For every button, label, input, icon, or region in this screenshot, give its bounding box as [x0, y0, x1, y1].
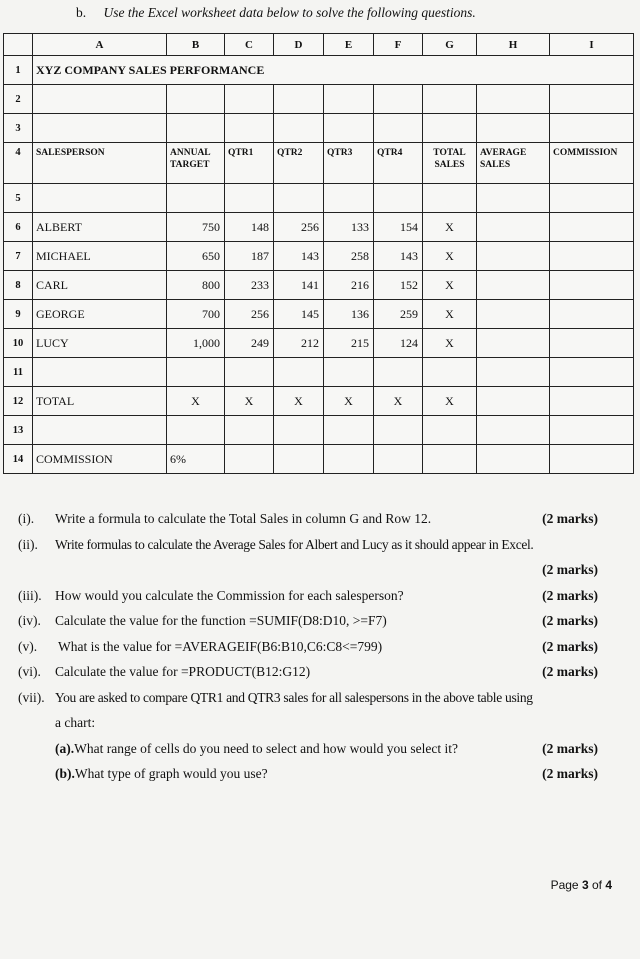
question-number: (i).	[18, 511, 35, 526]
cell	[374, 416, 423, 445]
column-header: A	[33, 34, 167, 56]
row-number: 2	[4, 85, 33, 114]
cell	[33, 85, 167, 114]
question-item	[18, 535, 618, 561]
qtr3-cell: 136	[324, 300, 374, 329]
question-item	[18, 586, 618, 612]
cell	[477, 184, 550, 213]
cell	[374, 358, 423, 387]
cell	[167, 416, 225, 445]
cell	[423, 358, 477, 387]
qtr3-cell: 133	[324, 213, 374, 242]
row-number: 10	[4, 329, 33, 358]
question-number: (iii).	[18, 587, 42, 603]
sheet-row	[4, 416, 634, 445]
salesperson-cell: LUCY	[33, 329, 167, 358]
column-header-row	[4, 34, 634, 56]
row-number: 13	[4, 416, 33, 445]
row-number: 11	[4, 358, 33, 387]
total-g-cell: X	[423, 387, 477, 416]
cell	[225, 416, 274, 445]
sub-question-item	[18, 764, 618, 790]
average-sales-cell	[477, 242, 550, 271]
sub-question-text: What type of graph would you use?	[74, 766, 268, 781]
cell	[550, 114, 634, 143]
sheet-row	[4, 358, 634, 387]
header-qtr1: QTR1	[225, 143, 274, 184]
cell	[324, 85, 374, 114]
row-number: 6	[4, 213, 33, 242]
sub-question-label: (a).	[55, 740, 75, 756]
data-row	[4, 271, 634, 300]
qtr4-cell: 259	[374, 300, 423, 329]
header-row	[4, 143, 634, 184]
qtr3-cell: 215	[324, 329, 374, 358]
sub-question	[55, 764, 268, 784]
cell	[33, 358, 167, 387]
page-total: 4	[605, 878, 612, 892]
cell	[423, 85, 477, 114]
sub-question-text: What range of cells do you need to select and how would you select it?	[74, 740, 459, 756]
total-sales-cell: X	[423, 242, 477, 271]
question-text: What is the value for =AVERAGEIF(B6:B10,C6:C8<=799)	[58, 638, 383, 654]
total-row	[4, 387, 634, 416]
column-header: D	[274, 34, 324, 56]
question-text: Write a formula to calculate the Total Sales in column G and Row 12.	[55, 511, 432, 526]
sub-question-label: (b).	[55, 766, 75, 781]
question-marks: (2 marks)	[542, 511, 598, 526]
data-row	[4, 213, 634, 242]
column-header: C	[225, 34, 274, 56]
page-number	[551, 878, 612, 892]
cell	[33, 416, 167, 445]
target-cell: 1,000	[167, 329, 225, 358]
commission-label: COMMISSION	[33, 445, 167, 474]
total-label: TOTAL	[33, 387, 167, 416]
question-item	[18, 509, 618, 535]
questions-list	[18, 509, 618, 790]
total-e-cell: X	[324, 387, 374, 416]
cell	[374, 184, 423, 213]
data-row	[4, 300, 634, 329]
qtr4-cell: 154	[374, 213, 423, 242]
total-d-cell: X	[274, 387, 324, 416]
intro-text: Use the Excel worksheet data below to solve the following questions.	[103, 5, 476, 20]
question-text-continued: a chart:	[55, 715, 96, 730]
cell	[225, 184, 274, 213]
commission-cell	[550, 329, 634, 358]
cell	[33, 184, 167, 213]
total-f-cell: X	[374, 387, 423, 416]
section-label: b.	[76, 5, 87, 20]
qtr2-cell: 141	[274, 271, 324, 300]
header-qtr2: QTR2	[274, 143, 324, 184]
header-average-sales: AVERAGE SALES	[477, 143, 550, 184]
cell	[225, 445, 274, 474]
total-c-cell: X	[225, 387, 274, 416]
header-qtr4: QTR4	[374, 143, 423, 184]
commission-rate-cell: 6%	[167, 445, 225, 474]
average-sales-cell	[477, 300, 550, 329]
column-header: E	[324, 34, 374, 56]
sub-question-item	[18, 739, 618, 765]
qtr3-cell: 258	[324, 242, 374, 271]
commission-cell	[550, 213, 634, 242]
data-row	[4, 242, 634, 271]
column-header: H	[477, 34, 550, 56]
qtr4-cell: 152	[374, 271, 423, 300]
worksheet-table	[3, 33, 634, 474]
question-item	[18, 662, 618, 688]
column-header: G	[423, 34, 477, 56]
total-sales-cell: X	[423, 300, 477, 329]
row-number: 3	[4, 114, 33, 143]
qtr1-cell: 233	[225, 271, 274, 300]
cell	[423, 184, 477, 213]
cell	[374, 114, 423, 143]
total-sales-cell: X	[423, 329, 477, 358]
row-number: 5	[4, 184, 33, 213]
cell	[274, 184, 324, 213]
cell	[477, 387, 550, 416]
question-marks: (2 marks)	[542, 562, 598, 577]
cell	[550, 358, 634, 387]
question-number: (v).	[18, 638, 38, 654]
cell	[550, 184, 634, 213]
row-number: 12	[4, 387, 33, 416]
page-prefix: Page	[550, 878, 582, 892]
cell	[274, 114, 324, 143]
question-item	[18, 688, 618, 714]
question-continuation	[18, 713, 618, 739]
question-text: How would you calculate the Commission for each salesperson?	[55, 587, 404, 603]
target-cell: 650	[167, 242, 225, 271]
page-of: of	[588, 878, 606, 892]
cell	[274, 358, 324, 387]
commission-cell	[550, 271, 634, 300]
total-b-cell: X	[167, 387, 225, 416]
question-text: Calculate the value for =PRODUCT(B12:G12)	[55, 664, 311, 679]
qtr2-cell: 212	[274, 329, 324, 358]
intro-line	[76, 5, 476, 21]
target-cell: 800	[167, 271, 225, 300]
column-header: F	[374, 34, 423, 56]
question-number: (ii).	[18, 536, 38, 552]
cell	[477, 358, 550, 387]
average-sales-cell	[477, 329, 550, 358]
row-number: 4	[4, 143, 33, 184]
question-marks-line	[18, 560, 618, 586]
row-number: 8	[4, 271, 33, 300]
qtr3-cell: 216	[324, 271, 374, 300]
sheet-row	[4, 56, 634, 85]
question-number: (vi).	[18, 664, 41, 679]
cell	[423, 445, 477, 474]
cell	[374, 85, 423, 114]
salesperson-cell: ALBERT	[33, 213, 167, 242]
cell	[225, 358, 274, 387]
question-text: Write formulas to calculate the Average Sales for Albert and Lucy as it should appear in Excel.	[55, 536, 534, 552]
question-number: (iv).	[18, 613, 41, 628]
commission-cell	[550, 242, 634, 271]
qtr4-cell: 124	[374, 329, 423, 358]
row-number: 9	[4, 300, 33, 329]
question-marks: (2 marks)	[542, 740, 598, 756]
qtr1-cell: 148	[225, 213, 274, 242]
cell	[324, 358, 374, 387]
qtr1-cell: 256	[225, 300, 274, 329]
salesperson-cell: GEORGE	[33, 300, 167, 329]
cell	[550, 416, 634, 445]
cell	[167, 85, 225, 114]
cell	[33, 114, 167, 143]
sheet-row	[4, 85, 634, 114]
question-marks: (2 marks)	[542, 766, 598, 781]
row-number: 1	[4, 56, 33, 85]
cell	[274, 85, 324, 114]
row-number: 14	[4, 445, 33, 474]
question-number: (vii).	[18, 689, 45, 705]
salesperson-cell: MICHAEL	[33, 242, 167, 271]
cell	[167, 184, 225, 213]
cell	[274, 416, 324, 445]
total-sales-cell: X	[423, 271, 477, 300]
question-item	[18, 611, 618, 637]
qtr2-cell: 145	[274, 300, 324, 329]
question-item	[18, 637, 618, 663]
cell	[324, 445, 374, 474]
header-total-sales: TOTAL SALES	[423, 143, 477, 184]
question-marks: (2 marks)	[542, 587, 598, 603]
cell	[324, 416, 374, 445]
sheet-row	[4, 184, 634, 213]
cell	[550, 387, 634, 416]
page-current: 3	[581, 878, 589, 892]
salesperson-cell: CARL	[33, 271, 167, 300]
target-cell: 700	[167, 300, 225, 329]
cell	[423, 416, 477, 445]
sheet-row	[4, 114, 634, 143]
qtr4-cell: 143	[374, 242, 423, 271]
question-text: Calculate the value for the function =SUMIF(D8:D10, >=F7)	[55, 613, 387, 628]
corner-cell	[4, 34, 33, 56]
column-header: I	[550, 34, 634, 56]
cell	[167, 358, 225, 387]
sheet-title: XYZ COMPANY SALES PERFORMANCE	[33, 56, 634, 85]
cell	[374, 445, 423, 474]
cell	[477, 445, 550, 474]
cell	[167, 114, 225, 143]
commission-row	[4, 445, 634, 474]
header-salesperson: SALESPERSON	[33, 143, 167, 184]
commission-cell	[550, 300, 634, 329]
cell	[477, 416, 550, 445]
question-marks: (2 marks)	[542, 613, 598, 628]
qtr1-cell: 249	[225, 329, 274, 358]
cell	[477, 114, 550, 143]
cell	[550, 445, 634, 474]
column-header: B	[167, 34, 225, 56]
cell	[477, 85, 550, 114]
cell	[324, 114, 374, 143]
cell	[274, 445, 324, 474]
qtr2-cell: 256	[274, 213, 324, 242]
cell	[423, 114, 477, 143]
target-cell: 750	[167, 213, 225, 242]
cell	[225, 114, 274, 143]
header-qtr3: QTR3	[324, 143, 374, 184]
data-row	[4, 329, 634, 358]
qtr2-cell: 143	[274, 242, 324, 271]
average-sales-cell	[477, 271, 550, 300]
cell	[550, 85, 634, 114]
row-number: 7	[4, 242, 33, 271]
cell	[225, 85, 274, 114]
sub-question	[55, 739, 458, 759]
header-commission: COMMISSION	[550, 143, 634, 184]
question-text: You are asked to compare QTR1 and QTR3 sales for all salespersons in the above table using	[55, 689, 533, 705]
cell	[324, 184, 374, 213]
average-sales-cell	[477, 213, 550, 242]
header-annual-target: ANNUAL TARGET	[167, 143, 225, 184]
qtr1-cell: 187	[225, 242, 274, 271]
total-sales-cell: X	[423, 213, 477, 242]
question-marks: (2 marks)	[542, 664, 598, 679]
question-marks: (2 marks)	[542, 638, 598, 654]
